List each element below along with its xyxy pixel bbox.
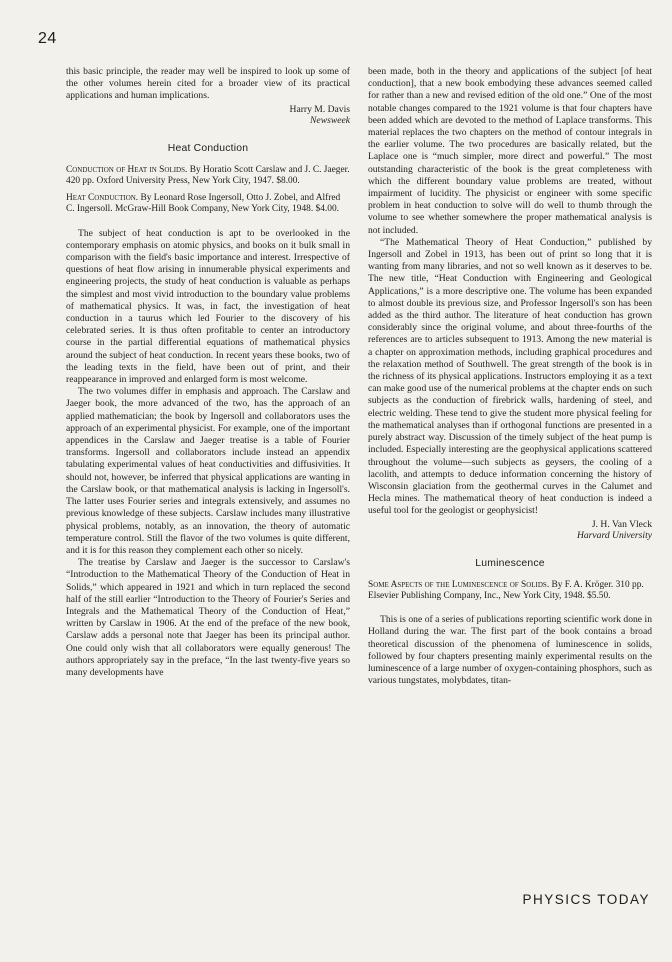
reviewer-name: J. H. Van Vleck — [591, 518, 652, 530]
reviewer-affiliation: Newsweek — [310, 115, 350, 127]
book-citation-ingersoll — [66, 193, 350, 215]
review-signature-davis — [66, 104, 350, 127]
citation-details: By F. A. Kröger. 310 pp. Elsevier Publishing Company, Inc., New York City, 1948. $5.50. — [368, 579, 644, 601]
left-column — [66, 66, 350, 679]
citation-title: Conduction of Heat in Solids. — [66, 164, 188, 175]
body-paragraph: The two volumes differ in emphasis and approach. The Carslaw and Jaeger book, the more advanced of the two, has the approach of an applied mathematician; the book by Ingersoll and collaborators uses the approach of an experimental physicist. For example, one of the important appendices in the Carslaw and Jaeger treatise is a table of Fourier transforms. Ingersoll and collaborators include instead an appendix tabulating experimental values of heat conductivities and diffusivities. It should not, however, be inferred that physical applications are wanting in the Carslaw book, or that mathematical analysis is lacking in Ingersoll's. The latter uses Fourier series and integrals extensively, and assumes no previous knowledge of these subjects. Carslaw includes many illustrative physical problems, notably, as an innovation, the theory of automatic temperature control. Still the flavor of the two volumes is quite different, and it is for this reason they complement each other so nicely. — [66, 386, 350, 556]
journal-footer: PHYSICS TODAY — [522, 892, 650, 907]
body-paragraph: The subject of heat conduction is apt to be overlooked in the contemporary emphasis on atomic physics, and books on it bulk small in comparison with the field's basic importance and interest. Irrespective of questions of heat flow arising in innumerable physical experiments and engineering projects, the study of heat conduction is valuable as perhaps the simplest and most vivid introduction to the boundary value problems of mathematical physics. It was, in fact, the investigation of heat conduction in a taurus which led Fourier to the discovery of his celebrated series. It is thus often profitable to center an introductory course in the partial differential equations of mathematical physics around the subject of heat conduction. In recent years these books, two of the leading texts in the field, have been out of print, and their reappearance in improved and enlarged form is most welcome. — [66, 227, 350, 386]
body-paragraph: The treatise by Carslaw and Jaeger is the successor to Carslaw's “Introduction to the Mathematical Theory of the Conduction of Heat in Solids,” which appeared in 1921 and which in turn replaced the second half of the still earlier “Introduction to the Theory of Fourier's Series and Integrals and the Mathematical Theory of the Conduction of Heat,” written by Carslaw in 1906. At the end of the preface of the new book, Carslaw adds a personal note that Jaeger has been its principal author. One could only wish that all collaborators were equally generous! The authors appropriately say in the preface, “In the last twenty-five years so many developments have — [66, 557, 350, 678]
citation-details: By Horatio Scott Carslaw and J. C. Jaeger. 420 pp. Oxford University Press, New York City, 1947. $8.00. — [66, 164, 350, 187]
citation-title: Some Aspects of the Luminescence of Solids. — [368, 579, 550, 590]
page-number: 24 — [38, 30, 57, 47]
book-citation-carslaw — [66, 165, 350, 187]
body-paragraph: been made, both in the theory and applications of the subject [of heat conduction], that a new book embodying these advances seemed called for rather than a new and revised edition of the old one.” One of the most notable changes compared to the 1921 volume is that four chapters have been added which are devoted to the method of Laplace transforms. This material replaces the two chapters on the method of contour integrals in the earlier volume. The two procedures are basically related, but the Laplace one is “much simpler, more direct and powerful.” The most outstanding characteristic of the book is the great completeness with which the different boundary value problems are treated, without impairment of lucidity. The physicist or engineer with some specific problem in heat conduction to solve will do well to thumb through the volume to see whether somewhere the proper mathematical analysis is not included. — [368, 66, 652, 236]
body-paragraph: This is one of a series of publications reporting scientific work done in Holland during the war. The first part of the book contains a broad theoretical discussion of the phenomena of luminescence in solids, followed by four chapters presenting mainly experimental results on the luminescence of a large number of oxygen-containing phosphors, such as various tungstates, molybdates, titan- — [368, 614, 652, 687]
right-column — [368, 66, 652, 687]
section-heading-luminescence: Luminescence — [475, 557, 545, 569]
review-signature-van-vleck — [368, 519, 652, 542]
reviewer-affiliation: Harvard University — [576, 530, 652, 542]
section-heading-heat-conduction: Heat Conduction — [167, 142, 249, 154]
body-paragraph: “The Mathematical Theory of Heat Conduction,” published by Ingersoll and Zobel in 1913, has been out of print so long that it is wanting from many libraries, and not so well known as it deserves to be. The new title, “Heat Conduction with Engineering and Geological Applications,” is a more descriptive one. The volume has been expanded to almost double its previous size, and Professor Ingersoll's son has been added as the third author. The literature of heat conduction has grown considerably since the original volume, and about three-fourths of the references are to articles subsequent to 1913. Among the new material is a chapter on approximation methods, including graphical procedures and the relaxation method of Southwell. The great strength of the book is in the richness of its physical applications. Instructors employing it as a text can make good use of the numerical problems at the chapter ends on such subjects as the conduction of firebrick walls, hardening of steel, and electric welding. These tend to give the student more physical feeling for the mathematical analyses than if orthogonal functions are presented in a purely abstract way. Discussion of the timely subject of the heat pump is included. Especially interesting are the geophysical applications scattered throughout the volume—such subjects as geysers, the cooling of a lacolith, and attempts to deduce information concerning the history of Wisconsin glaciation from the geothermal curves in the Calumet and Hecla mines. The mathematical theory of heat conduction is indeed a useful tool for the geologist or geophysicist! — [368, 236, 652, 517]
reviewer-name: Harry M. Davis — [289, 103, 350, 115]
book-citation-kroger — [368, 580, 652, 602]
citation-details: By Leonard Rose Ingersoll, Otto J. Zobel, and Alfred C. Ingersoll. McGraw-Hill Book Company, New York City, 1948. $4.00. — [66, 193, 341, 215]
intro-paragraph: this basic principle, the reader may well be inspired to look up some of the other volumes herein cited for a broader view of its practical applications and human implications. — [66, 66, 350, 102]
citation-title: Heat Conduction. — [66, 193, 139, 204]
